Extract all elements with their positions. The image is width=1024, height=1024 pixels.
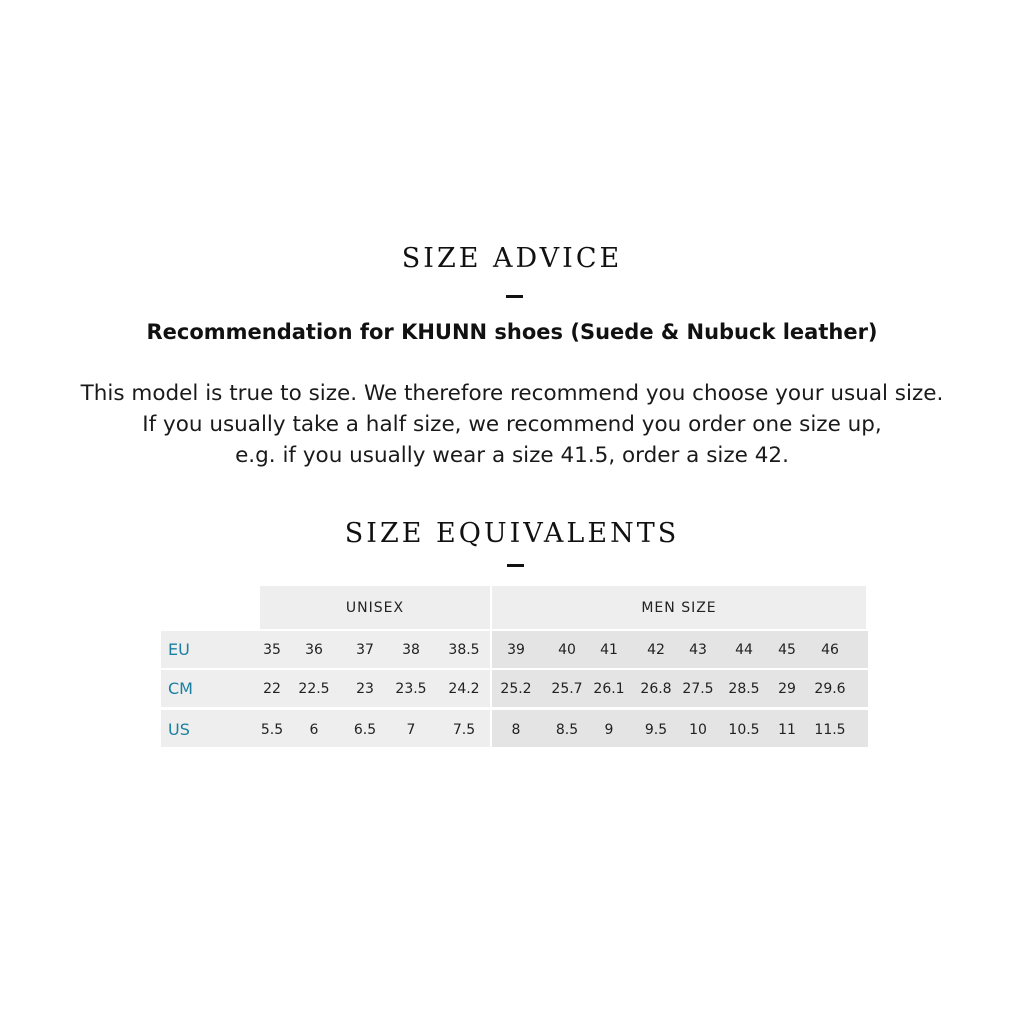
size-cell: 9.5 (644, 722, 668, 738)
size-cell: 27.5 (682, 681, 714, 697)
equivalents-divider (507, 564, 524, 567)
size-advice-title: SIZE ADVICE (401, 243, 623, 274)
size-cell: 26.8 (640, 681, 672, 697)
size-cell: 7.5 (452, 722, 476, 738)
advice-line-1: This model is true to size. We therefore recommend you choose your usual size. (80, 381, 944, 406)
advice-line-2: If you usually take a half size, we recommend you order one size up, (142, 412, 882, 437)
size-cell: 45 (778, 642, 796, 658)
row-label-us: US (168, 720, 190, 739)
size-cell: 25.7 (551, 681, 583, 697)
row-label-cm: CM (168, 679, 193, 698)
advice-line-3: e.g. if you usually wear a size 41.5, order a size 42. (235, 443, 789, 468)
size-cell: 40 (558, 642, 576, 658)
row-bg-men (492, 670, 868, 707)
size-cell: 42 (647, 642, 665, 658)
recommendation-subtitle: Recommendation for KHUNN shoes (Suede & Nubuck leather) (146, 320, 878, 344)
size-cell: 28.5 (728, 681, 760, 697)
size-cell: 11 (778, 722, 796, 738)
size-cell: 8 (511, 722, 521, 738)
size-cell: 24.2 (448, 681, 480, 697)
header-men-size: MEN SIZE (492, 586, 866, 629)
size-cell: 8.5 (555, 722, 579, 738)
size-cell: 35 (263, 642, 281, 658)
row-bg-men (492, 710, 868, 747)
title-divider (506, 295, 523, 298)
row-label-eu: EU (168, 640, 190, 659)
size-cell: 23 (356, 681, 374, 697)
size-cell: 6.5 (353, 722, 377, 738)
row-bg-unisex (161, 631, 490, 668)
row-bg-unisex (161, 710, 490, 747)
size-cell: 7 (406, 722, 416, 738)
size-cell: 39 (507, 642, 525, 658)
size-cell: 46 (821, 642, 839, 658)
size-cell: 29 (778, 681, 796, 697)
size-cell: 43 (689, 642, 707, 658)
size-cell: 44 (735, 642, 753, 658)
size-equivalents-title: SIZE EQUIVALENTS (344, 518, 680, 549)
size-cell: 36 (305, 642, 323, 658)
size-cell: 10 (689, 722, 707, 738)
size-cell: 11.5 (814, 722, 846, 738)
size-cell: 29.6 (814, 681, 846, 697)
size-cell: 9 (604, 722, 614, 738)
size-cell: 41 (600, 642, 618, 658)
header-unisex: UNISEX (260, 586, 490, 629)
row-bg-men (492, 631, 868, 668)
size-cell: 26.1 (593, 681, 625, 697)
size-cell: 25.2 (500, 681, 532, 697)
size-cell: 22 (263, 681, 281, 697)
size-cell: 23.5 (395, 681, 427, 697)
size-cell: 22.5 (298, 681, 330, 697)
size-cell: 6 (309, 722, 319, 738)
size-cell: 38.5 (448, 642, 480, 658)
size-cell: 5.5 (260, 722, 284, 738)
size-cell: 37 (356, 642, 374, 658)
size-cell: 38 (402, 642, 420, 658)
size-cell: 10.5 (728, 722, 760, 738)
